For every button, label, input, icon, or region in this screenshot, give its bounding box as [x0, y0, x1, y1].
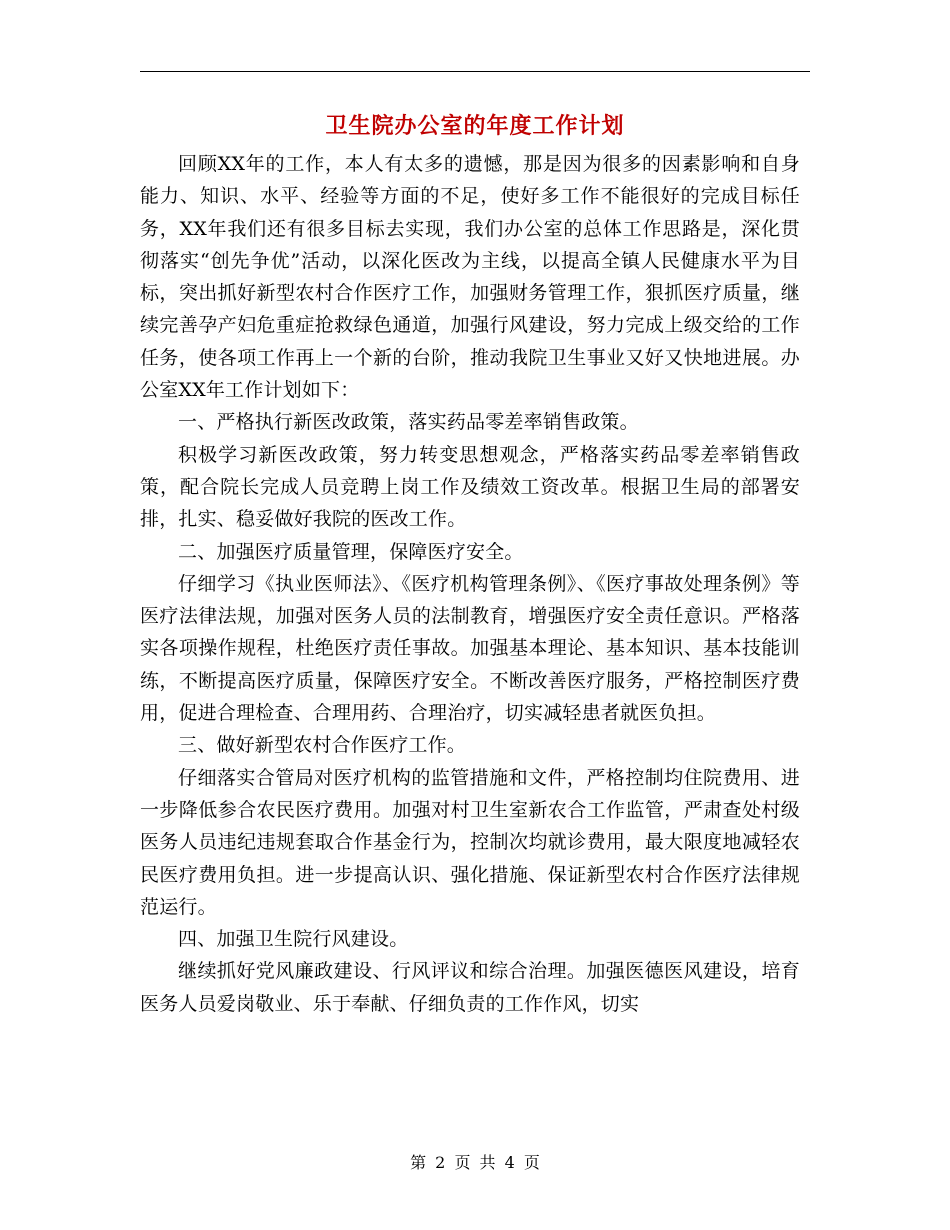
paragraph-section-1: 积极学习新医改政策，努力转变思想观念，严格落实药品零差率销售政策，配合院长完成人员竞聘上岗工作及绩效工资改革。根据卫生局的部署安排，扎实、稳妥做好我院的医改工作。 [140, 443, 800, 531]
document-body [140, 148, 800, 1020]
header-rule [140, 71, 810, 72]
section-heading-2: 二、加强医疗质量管理，保障医疗安全。 [178, 540, 524, 563]
paragraph-section-4: 继续抓好党风廉政建设、行风评议和综合治理。加强医德医风建设，培育医务人员爱岗敬业、乐于奉献、仔细负责的工作作风，切实 [140, 960, 800, 1015]
section-heading-3: 三、做好新型农村合作医疗工作。 [178, 734, 467, 757]
page-footer: 第 2 页 共 4 页 [410, 1153, 540, 1172]
section-heading-4: 四、加强卫生院行风建设。 [178, 928, 409, 951]
document-title: 卫生院办公室的年度工作计划 [325, 114, 625, 139]
paragraph-intro: 回顾XX年的工作，本人有太多的遗憾，那是因为很多的因素影响和自身能力、知识、水平、经验等方面的不足，使好多工作不能很好的完成目标任务，XX年我们还有很多目标去实现，我们办公室的总体工作思路是，深化贯彻落实“创先争优”活动，以深化医改为主线，以提高全镇人民健康水平为目标，突出抓好新型农村合作医疗工作，加强财务管理工作，狠抓医疗质量，继续完善孕产妇危重症抢救绿色通道，加强行风建设，努力完成上级交给的工作任务，使各项工作再上一个新的台阶，推动我院卫生事业又好又快地进展。办公室XX年工作计划如下： [140, 153, 800, 402]
paragraph-section-2: 仔细学习《执业医师法》、《医疗机构管理条例》、《医疗事故处理条例》等医疗法律法规，加强对医务人员的法制教育，增强医疗安全责任意识。严格落实各项操作规程，杜绝医疗责任事故。加强基本理论、基本知识、基本技能训练，不断提高医疗质量，保障医疗安全。不断改善医疗服务，严格控制医疗费用，促进合理检查、合理用药、合理治疗，切实减轻患者就医负担。 [140, 572, 800, 725]
paragraph-section-3: 仔细落实合管局对医疗机构的监管措施和文件，严格控制均住院费用、进一步降低参合农民医疗费用。加强对村卫生室新农合工作监管，严肃查处村级医务人员违纪违规套取合作基金行为，控制次均就诊费用，最大限度地减轻农民医疗费用负担。进一步提高认识、强化措施、保证新型农村合作医疗法律规范运行。 [140, 766, 800, 918]
section-heading-1: 一、严格执行新医改政策，落实药品零差率销售政策。 [178, 411, 639, 434]
